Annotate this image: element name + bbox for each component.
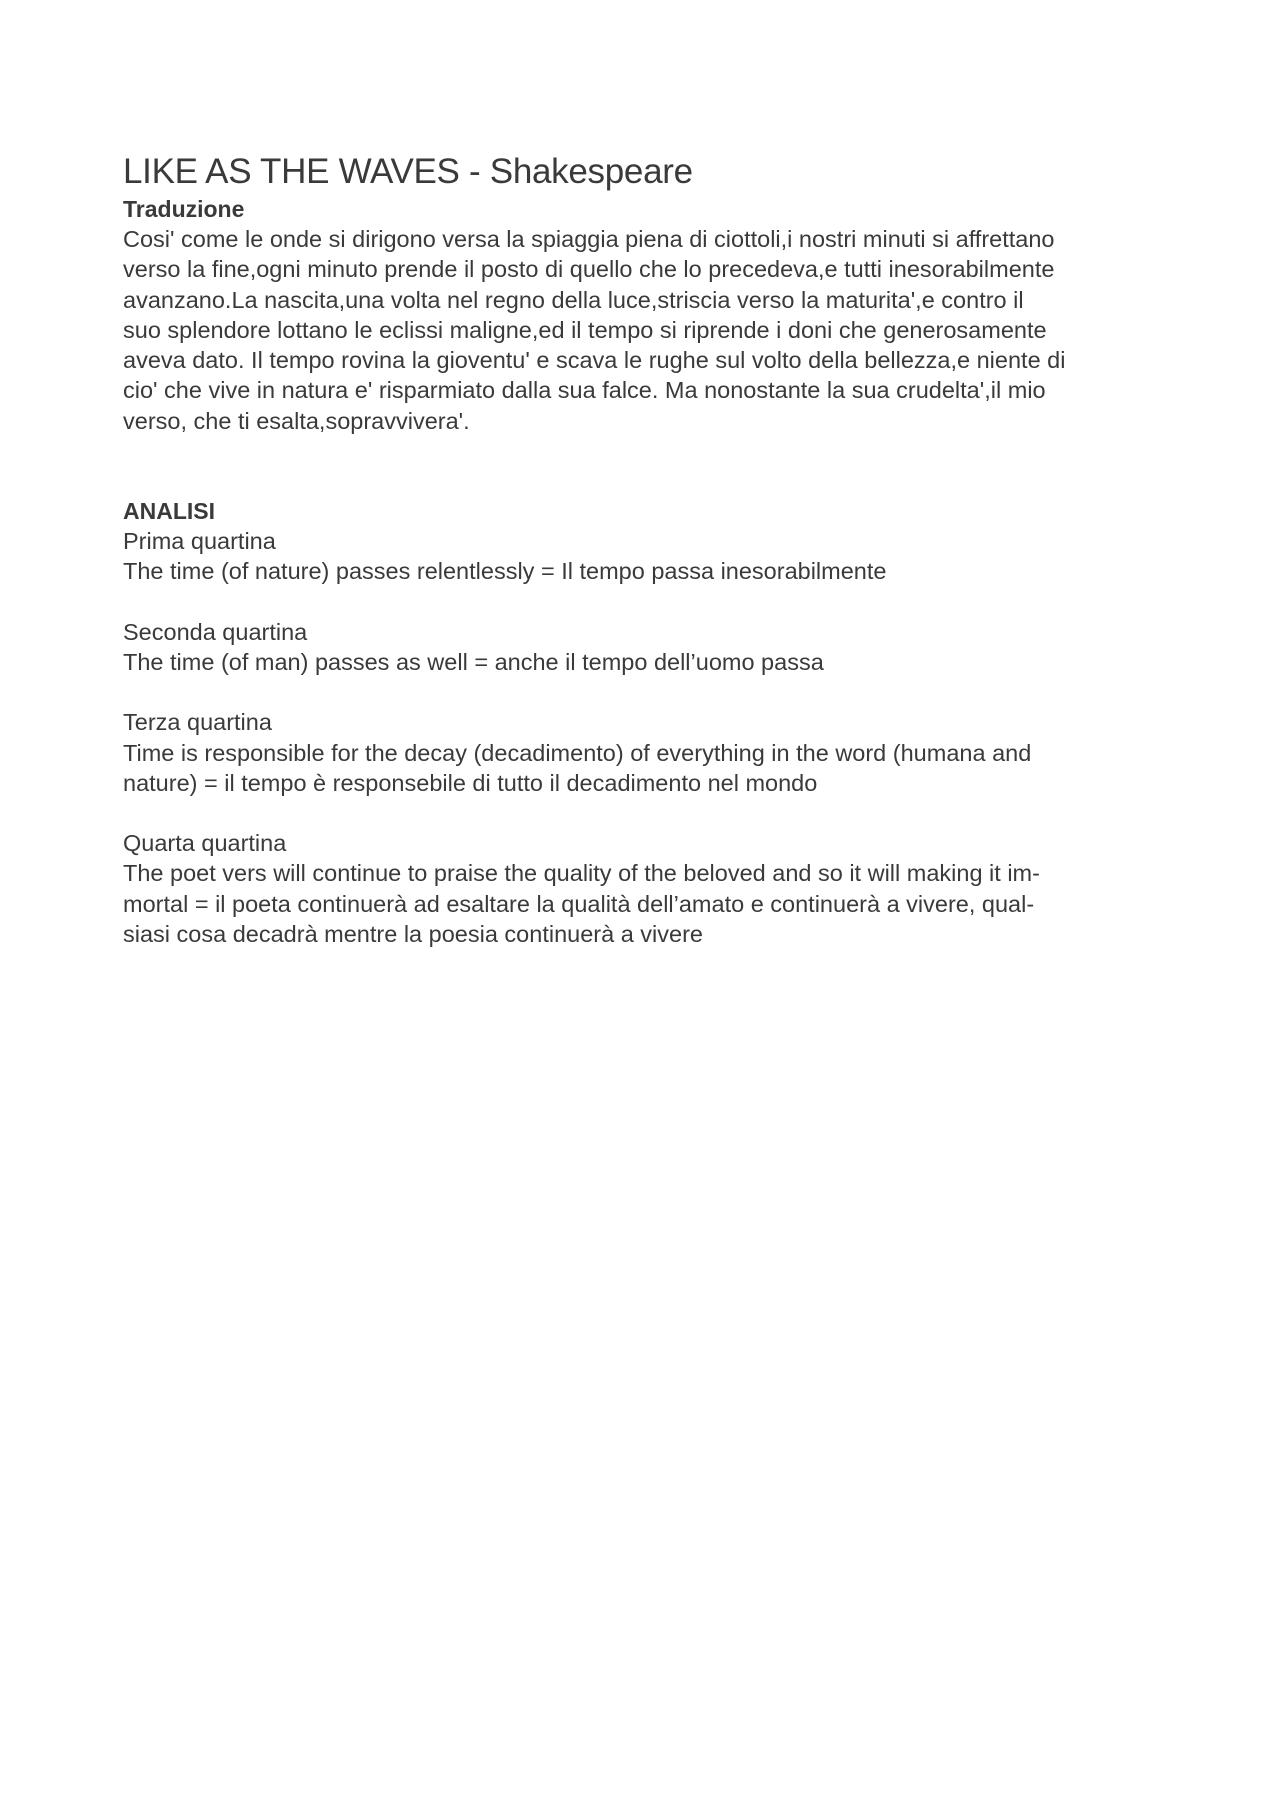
traduzione-line: verso la fine,ogni minuto prende il posto di quello che lo precedeva,e tutti inesorabilmente	[123, 256, 1055, 283]
section-subtitle: Seconda quartina	[123, 618, 308, 645]
spacer	[123, 587, 1173, 617]
traduzione-line: suo splendore lottano le eclissi maligne,ed il tempo si riprende i doni che generosamente	[123, 316, 1047, 343]
traduzione-heading: Traduzione	[123, 196, 245, 222]
spacer	[123, 798, 1173, 828]
spacer	[123, 436, 1173, 496]
section-subtitle: Quarta quartina	[123, 830, 287, 857]
section-subtitle: Prima quartina	[123, 528, 276, 555]
document-title: LIKE AS THE WAVES - Shakespeare	[123, 152, 693, 191]
section-line: mortal = il poeta continuerà ad esaltare la qualità dell’amato e continuerà a vivere, qual-	[123, 890, 1035, 917]
section-subtitle: Terza quartina	[123, 709, 272, 736]
document-page	[123, 150, 1173, 949]
analisi-section-terza	[123, 707, 1173, 798]
section-line: The time (of man) passes as well = anche il tempo dell’uomo passa	[123, 648, 824, 675]
section-line: Time is responsible for the decay (decadimento) of everything in the word (humana and	[123, 739, 1032, 766]
analisi-section-seconda	[123, 617, 1173, 678]
spacer	[123, 677, 1173, 707]
traduzione-line: avanzano.La nascita,una volta nel regno della luce,striscia verso la maturita',e contro il	[123, 286, 1024, 313]
section-line: nature) = il tempo è responsebile di tutto il decadimento nel mondo	[123, 769, 818, 796]
analisi-heading: ANALISI	[123, 498, 215, 525]
traduzione-line: cio' che vive in natura e' risparmiato dalla sua falce. Ma nonostante la sua crudelta',il mio	[123, 377, 1046, 404]
section-line: The poet vers will continue to praise the quality of the beloved and so it will making it im-	[123, 860, 1040, 887]
analisi-section-prima	[123, 526, 1173, 587]
traduzione-line: verso, che ti esalta,sopravvivera'.	[123, 407, 470, 434]
section-line: siasi cosa decadrà mentre la poesia continuerà a vivere	[123, 921, 703, 948]
traduzione-line: Cosi' come le onde si dirigono versa la spiaggia piena di ciottoli,i nostri minuti si affrettano	[123, 226, 1055, 252]
traduzione-paragraph	[123, 224, 1173, 436]
analisi-section-quarta	[123, 828, 1173, 949]
section-line: The time (of nature) passes relentlessly = Il tempo passa inesorabilmente	[123, 558, 887, 585]
traduzione-line: aveva dato. Il tempo rovina la gioventu' e scava le rughe sul volto della bellezza,e niente di	[123, 347, 1066, 374]
